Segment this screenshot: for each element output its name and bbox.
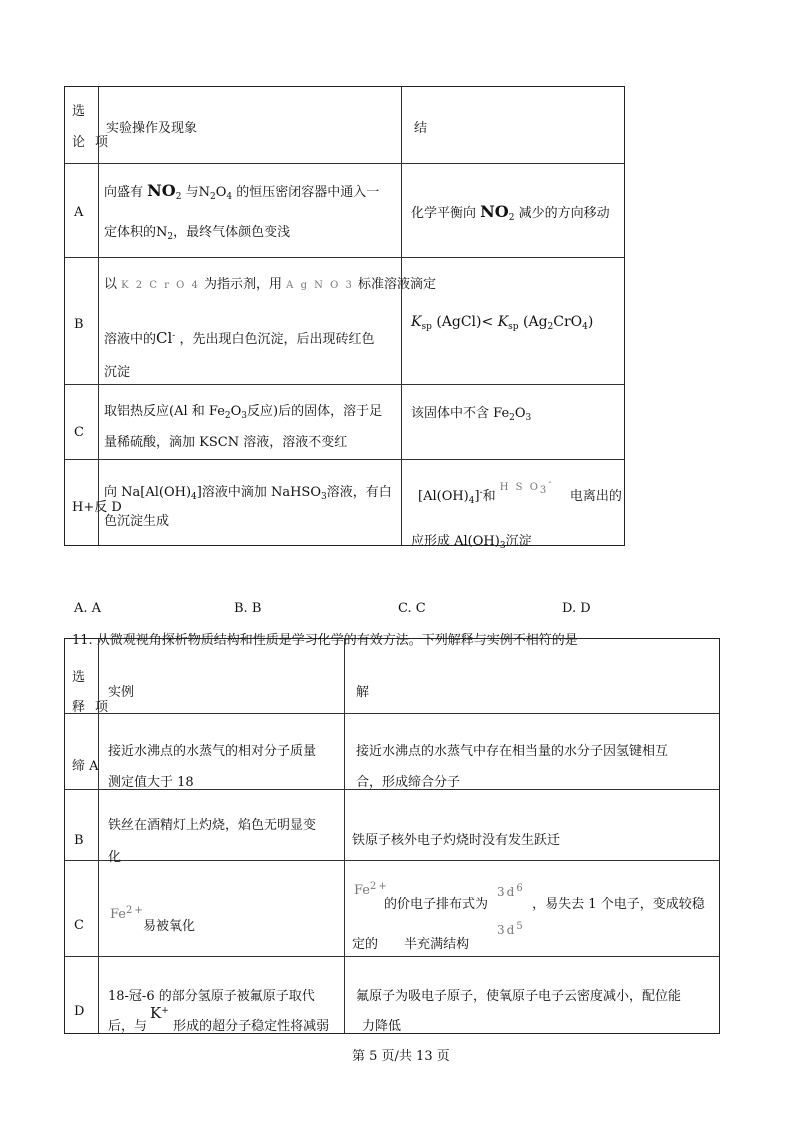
page-footer: 第 5 页/共 13 页 bbox=[352, 1049, 450, 1064]
t1-row-c-conclusion: 该固体中不含 $Fe_2O_3$ bbox=[411, 406, 532, 423]
t2-row-c-config-3d6: $3d^6$ bbox=[497, 883, 525, 899]
t2-row-a-explanation-line1: 接近水沸点的水蒸气中存在相当量的水分子因氢键相互 bbox=[356, 744, 669, 759]
t1-row-b-conclusion: $K_{sp}$ (AgCl)< $K_{sp}$ $(Ag_2CrO_4)$ bbox=[411, 314, 594, 332]
t1-row-a-operation-line1: 向盛有 $NO_2$ 与$N_2O_4$ 的恒压密闭容器中通入一 bbox=[104, 181, 380, 202]
t2-row-c-explanation-fe: $Fe^{2+}$ bbox=[354, 881, 389, 898]
t2-row-c-explanation-line2: 定的 半充满结构 bbox=[352, 937, 470, 952]
t2-row-c-label: C bbox=[74, 918, 84, 933]
answer-options bbox=[74, 600, 674, 618]
t1-row-a-conclusion: 化学平衡向 $NO_2$ 减少的方向移动 bbox=[411, 202, 610, 223]
t2-row-d-explanation-line2: 力降低 bbox=[362, 1019, 402, 1034]
t2-row-b-example-line1: 铁丝在酒精灯上灼烧，焰色无明显变 bbox=[108, 818, 317, 833]
t1-row-b-operation-line3: 沉淀 bbox=[104, 365, 131, 380]
option-b[interactable]: B. B bbox=[234, 601, 262, 616]
t1-row-b-operation-line2: 溶液中的Cl- ，先出现白色沉淀，后出现砖红色 bbox=[104, 329, 375, 347]
t2-header-col3: 解 bbox=[356, 685, 370, 700]
t2-row-c-example-fe: $Fe^{2+}$ bbox=[110, 905, 145, 922]
t1-row-a-operation-line2: 定体积的$N_2$，最终气体颜色变浅 bbox=[104, 225, 291, 242]
t2-header-col1: 项 bbox=[95, 700, 109, 715]
t2-row-d-example-line2: 后，与 形成的超分子稳定性将减弱 bbox=[108, 1019, 330, 1034]
t2-header-col1: 释 bbox=[72, 700, 86, 715]
t1-row-b-operation-line1: 以 K 2 C r O 4 为指示剂，用 A g N O 3 标准溶液滴定 bbox=[104, 277, 436, 292]
t2-row-c-config-3d5: $3d^5$ bbox=[497, 921, 525, 937]
t2-row-c-example-text: 易被氧化 bbox=[143, 919, 196, 934]
t2-header-col2: 实例 bbox=[108, 685, 135, 700]
t1-header-col1: 论 bbox=[72, 135, 86, 150]
t2-row-a-example-line1: 接近水沸点的水蒸气的相对分子质量 bbox=[108, 744, 317, 759]
t2-row-a-explanation-line2: 合，形成缔合分子 bbox=[356, 775, 461, 790]
t1-row-d-operation-line2: 色沉淀生成 bbox=[104, 514, 170, 529]
t2-row-d-example-k: K+ bbox=[150, 1004, 169, 1022]
t2-row-d-example-line1: 18-冠-6 的部分氢原子被氟原子取代 bbox=[108, 989, 315, 1004]
t1-row-d-conclusion-line2: 应形成 $Al(OH)_3$沉淀 bbox=[411, 534, 532, 551]
t2-row-d-explanation-line1: 氟原子为吸电子原子，使氧原子电子云密度减小，配位能 bbox=[356, 989, 682, 1004]
t1-header-col2: 实验操作及现象 bbox=[106, 121, 198, 136]
option-a[interactable]: A. A bbox=[74, 601, 102, 616]
t1-row-c-label: C bbox=[74, 425, 84, 440]
t2-row-b-example-line2: 化 bbox=[108, 850, 122, 865]
t1-header-col3: 结 bbox=[414, 121, 428, 136]
t1-row-d-conclusion-line1: $[Al(OH)_4]^-$和 H S $O_3^-$ 电离出的 bbox=[418, 477, 622, 506]
t2-row-c-explanation-line1: 的价电子排布式为 ，易失去 1 个电子，变成较稳 bbox=[384, 897, 705, 912]
t2-row-d-label: D bbox=[74, 1004, 85, 1019]
t2-row-a-label: 缔 A bbox=[72, 759, 99, 774]
option-c[interactable]: C. C bbox=[398, 601, 426, 616]
t1-row-d-operation-line1: 向 $Na[Al(OH)_4]$溶液中滴加 NaHSO$_3$溶液，有白 bbox=[104, 485, 392, 502]
t2-header-col1: 选 bbox=[72, 670, 86, 685]
t1-header-col1: 项 bbox=[95, 135, 109, 150]
t1-row-c-operation-line1: 取铝热反应(Al 和 $Fe_2O_3$反应)后的固体，溶于足 bbox=[104, 404, 383, 421]
t2-row-a-example-line2: 测定值大于 18 bbox=[108, 775, 194, 790]
t1-header-col1: 选 bbox=[72, 104, 86, 119]
t2-row-b-explanation: 铁原子核外电子灼烧时没有发生跃迁 bbox=[352, 833, 561, 848]
t1-row-a-label: A bbox=[74, 205, 84, 220]
t2-row-b-label: B bbox=[74, 833, 84, 848]
question-11: 11. 从微观视角探析物质结构和性质是学习化学的有效方法。下列解释与实例不相符的是 bbox=[72, 633, 578, 648]
t1-row-d-label: H+反 D bbox=[72, 500, 122, 515]
t1-row-c-operation-line2: 量稀硫酸，滴加 KSCN 溶液，溶液不变红 bbox=[104, 435, 348, 450]
t1-row-b-label: B bbox=[74, 317, 84, 332]
option-d[interactable]: D. D bbox=[562, 601, 591, 616]
